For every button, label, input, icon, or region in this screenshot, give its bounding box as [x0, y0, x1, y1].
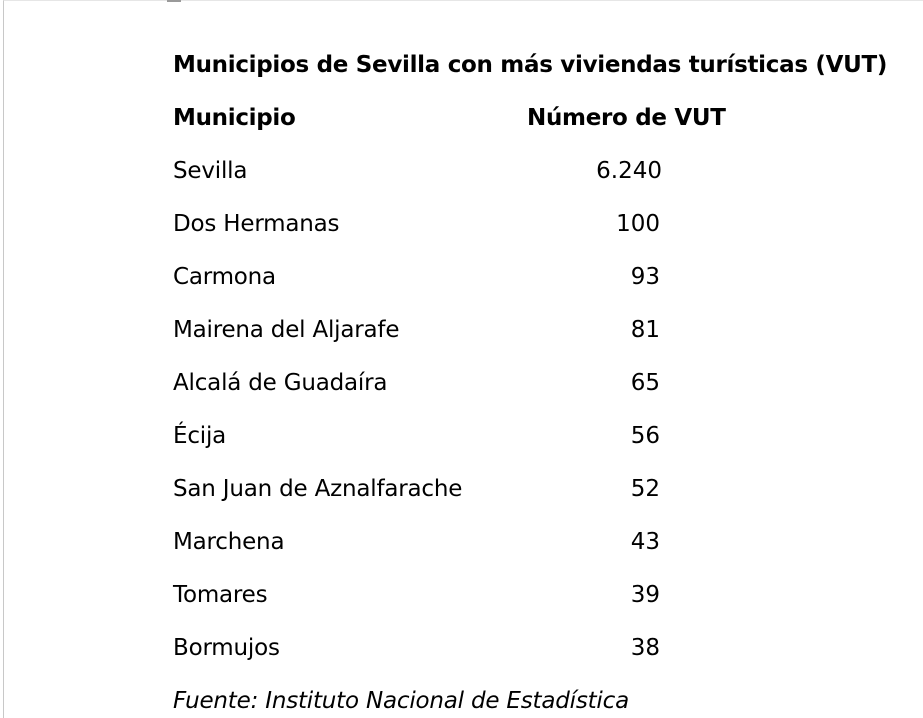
column-header-vut: Número de VUT [527, 105, 726, 131]
cell-municipio: Sevilla [173, 158, 248, 184]
table-row [173, 259, 893, 312]
table-header-row [173, 100, 893, 153]
document-body [173, 47, 893, 718]
table-row [173, 471, 893, 524]
table-row [173, 524, 893, 577]
cell-vut: 100 [616, 211, 660, 237]
cell-municipio: Tomares [173, 582, 268, 608]
page-corner-mark [167, 0, 181, 2]
cell-municipio: San Juan de Aznalfarache [173, 476, 463, 502]
cell-municipio: Mairena del Aljarafe [173, 317, 400, 343]
cell-municipio: Marchena [173, 529, 285, 555]
cell-municipio: Carmona [173, 264, 276, 290]
table-row [173, 577, 893, 630]
cell-vut: 56 [630, 423, 660, 449]
cell-vut: 93 [630, 264, 660, 290]
cell-municipio: Écija [173, 423, 227, 449]
cell-municipio: Alcalá de Guadaíra [173, 370, 388, 396]
table-row [173, 418, 893, 471]
cell-vut: 6.240 [596, 158, 662, 184]
cell-municipio: Dos Hermanas [173, 211, 340, 237]
cell-vut: 52 [630, 476, 660, 502]
cell-vut: 39 [630, 582, 660, 608]
table-row [173, 153, 893, 206]
cell-vut: 65 [630, 370, 660, 396]
table-row [173, 312, 893, 365]
cell-vut: 38 [630, 635, 660, 661]
cell-vut: 43 [630, 529, 660, 555]
column-header-municipio: Municipio [173, 105, 296, 131]
table-row [173, 630, 893, 683]
table-row [173, 365, 893, 418]
table-row [173, 206, 893, 259]
source-note: Fuente: Instituto Nacional de Estadística [173, 688, 629, 714]
cell-vut: 81 [630, 317, 660, 343]
document-page [3, 0, 923, 718]
cell-municipio: Bormujos [173, 635, 280, 661]
document-title: Municipios de Sevilla con más viviendas turísticas (VUT) [173, 52, 888, 78]
